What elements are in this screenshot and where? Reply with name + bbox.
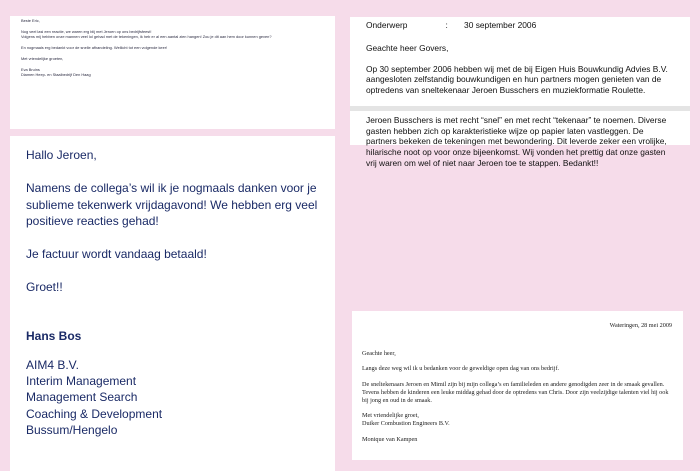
letter3-subject-label: Onderwerp — [366, 20, 408, 30]
letter3-greeting: Geachte heer Govers, — [366, 42, 449, 53]
letter1-body1-line: Volgens mij hebben onze mannen veel lol gehad met de tekeningen, ik heb er al een aantal zien hangen! Zou je dit aan hem door kunnen geven? — [21, 34, 272, 40]
letter4-paragraph2: De sneltekenaars Jeroen en Mimil zijn bij mijn collega’s en familieleden en andere genodigden zeer in de smaak gevallen. Tevens hebben de kinderen een leuke middag gehad door de optredens van Chris. Door zijn veelzijdige talenten viel hij ook bij jong en oud in de smaak. — [362, 380, 669, 405]
letter2-body: Namens de collega’s wil ik je nogmaals danken voor je sublieme tekenwerk vrijdagavond! We hebben erg veel positieve reacties gehad! — [26, 181, 318, 228]
letter1-signature-line: Eva Bruins — [21, 66, 40, 72]
letter2-greeting: Hallo Jeroen, — [26, 148, 97, 162]
letter4-closing-line: Met vriendelijke groet, — [362, 412, 419, 420]
letter-eva-bruins — [10, 16, 335, 129]
letter4-greeting: Geachte heer, — [362, 350, 396, 358]
letter1-greeting: Beste Eric, — [21, 18, 40, 23]
letter2-signature-line: Management Search — [26, 390, 138, 405]
letter1-body2: En nogmaals erg bedankt voor de snelle afhandeling. Wellicht tot een volgende keer! — [21, 45, 168, 50]
letter-eigen-huis — [350, 17, 690, 168]
letter4-date: Wateringen, 28 mei 2009 — [609, 322, 672, 329]
letter2-sender-name: Hans Bos — [26, 328, 82, 343]
letter1-body1-line: Nog veel lasi een reactie, we waren erg blij met Jeroen op ons bedrijfsfeest! — [21, 28, 152, 34]
letter4-closing-line: Duiker Combustion Engineers B.V. — [362, 420, 450, 428]
letter2-invoice: Je factuur wordt vandaag betaald! — [26, 247, 207, 261]
letter1-body1 — [21, 29, 324, 40]
letter4-closing — [362, 412, 673, 428]
letter1-signature-line: Diamen Heep- en Staalbedrijf Den Haag — [21, 72, 91, 77]
letter2-signature-line: Bussum/Hengelo — [26, 422, 118, 437]
letter-hans-bos — [10, 136, 335, 471]
letter2-signature-line: Interim Management — [26, 374, 137, 389]
letter2-signature — [26, 357, 319, 438]
letter2-signature-line: AIM4 B.V. — [26, 358, 79, 372]
letter3-subject-row — [366, 20, 674, 31]
letter3-paragraph2: Jeroen Busschers is met recht “snel” en met recht “tekenaar” te noemen. Diverse gasten hebben zich op karakteristieke wijze op papier laten vastleggen. De partners bekeken de tekeningen met bewondering. Dit leverde zeker een vrolijke, hilarische noot op voor onze bijeenkomst. Wij vonden het prettig dat onze gasten vrij waren om wel of niet naar Jeroen toe te stappen. Bedankt!! — [366, 115, 667, 168]
letter3-subject-value: : 30 september 2006 — [445, 20, 537, 30]
letter1-signature — [21, 67, 324, 78]
letter2-closing: Groet!! — [26, 280, 63, 294]
letter3-paragraph1: Op 30 september 2006 hebben wij met de bij Eigen Huis Bouwkundig Advies B.V. aangesloten zelfstandig bouwkundigen en hun partners mogen genieten van de optredens van sneltekenaar Jeroen Busschers en muziekformatie Roulette. — [366, 63, 668, 95]
letter4-paragraph1: Langs deze weg wil ik u bedanken voor de geweldige open dag van ons bedrijf. — [362, 365, 560, 373]
letter3-fold-divider — [350, 106, 690, 111]
letter1-closing: Met vriendelijke groeten, — [21, 55, 64, 61]
letter4-signature: Monique van Kampen — [362, 435, 418, 443]
letter-duiker — [352, 311, 683, 460]
letter2-signature-line: Coaching & Development — [26, 406, 163, 421]
